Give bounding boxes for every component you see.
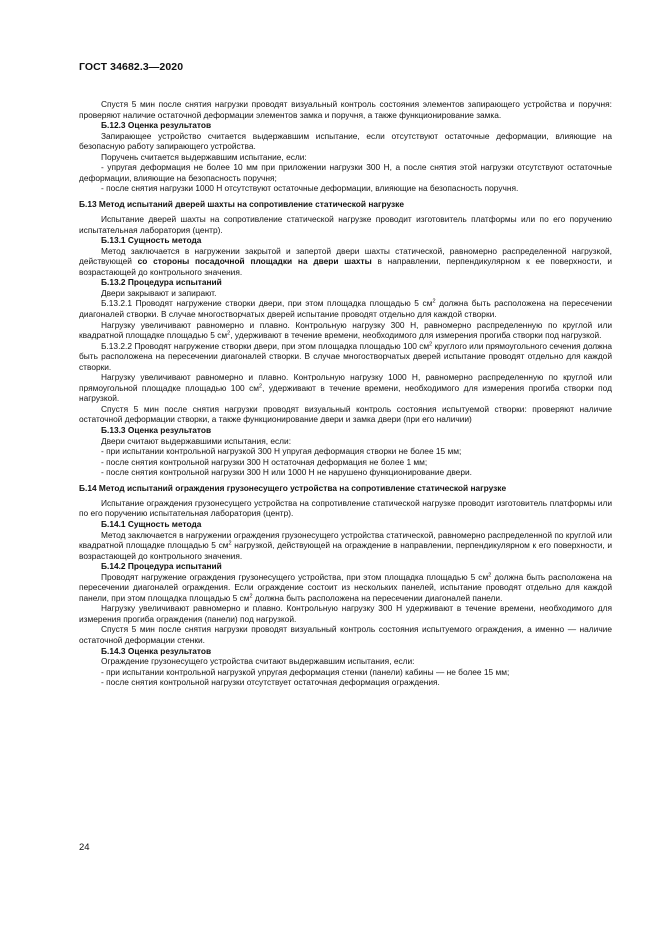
subsection-heading: Б.14.1 Сущность метода: [101, 518, 202, 529]
paragraph: Проводят нагружение ограждения грузонесущего устройства, при этом площадка площадью 5 $см^2$ должна быть расположена на пересечении диагоналей ограждения. Если ограждение состоит из нескольких панелей, испытание проводят отдельно для каждой панели, при этом площадка площадью 5 $см^2$ должна быть расположена на пересечении диагоналей панели.: [79, 571, 612, 603]
paragraph: Метод заключается в нагружении закрытой и запертой двери шахты статической, равномерно распределенной нагрузкой, действующей со стороны посадочной площадки на двери шахты в направлении, перпендикулярном к ее поверхности, и возрастающей до контрольного значения.: [79, 245, 612, 277]
paragraph: Двери считают выдержавшими испытания, если:: [101, 435, 292, 446]
paragraph: Двери закрывают и запирают.: [101, 287, 217, 298]
subsection-heading: Б.14.3 Оценка результатов: [101, 645, 212, 656]
emphasis-text: со стороны посадочной площадки на двери шахты: [137, 256, 372, 267]
subsection-heading: Б.13.2 Процедура испытаний: [101, 277, 222, 288]
list-item: - после снятия контрольной нагрузки отсутствует остаточная деформация ограждения.: [101, 677, 440, 688]
list-item: - при испытании контрольной нагрузкой 300 Н упругая деформация створки не более 15 мм;: [101, 446, 462, 457]
paragraph: Испытание ограждения грузонесущего устройства на сопротивление статической нагрузке проводит изготовитель платформы или по его поручению испытательная лаборатория (центр).: [79, 497, 612, 519]
subsection-heading: Б.14.2 Процедура испытаний: [101, 561, 222, 572]
paragraph: Нагрузку увеличивают равномерно и плавно. Контрольную нагрузку 1000 Н, равномерно распределенную по круглой или прямоугольной площадке площадью 100 $см^2$, удерживают в течение времени, необходимого для измерения прогиба створки под нагрузкой.: [79, 372, 612, 404]
section-heading: Б.13 Метод испытаний дверей шахты на сопротивление статической нагрузке: [79, 198, 404, 209]
document-header: ГОСТ 34682.3—2020: [79, 61, 184, 73]
paragraph: Метод заключается в нагружении ограждения грузонесущего устройства статической, равномерно распределенной по круглой или квадратной площадке площадью 5 $см^2$ нагрузкой, действующей на ограждение в направлении, перпендикулярном к его поверхности, и возрастающей до контрольного значения.: [79, 529, 612, 561]
paragraph: Б.13.2.1 Проводят нагружение створки двери, при этом площадка площадью 5 $см^2$ должна быть расположена на пересечении диагоналей створки. В случае многостворчатых дверей испытание проводят отдельно для каждой створки.: [79, 298, 612, 319]
list-item: - после снятия контрольной нагрузки 300 Н или 1000 Н не нарушено функционирование двери.: [101, 467, 472, 478]
paragraph: Б.13.2.2 Проводят нагружение створки двери, при этом площадка площадью 100 $см^2$ круглого или прямоугольного сечения должна быть расположена на пересечении диагоналей створки. В случае многостворчатых дверей испытание проводят отдельно для каждой створки.: [79, 340, 612, 372]
paragraph: Испытание дверей шахты на сопротивление статической нагрузке проводит изготовитель платформы или по его поручению испытательная лаборатория (центр).: [79, 214, 612, 235]
section-heading: Б.14 Метод испытаний ограждения грузонесущего устройства на сопротивление статической нагрузке: [79, 482, 507, 493]
paragraph: Поручень считается выдержавшим испытание, если:: [101, 151, 307, 162]
list-item: - после снятия нагрузки 1000 Н отсутствуют остаточные деформации, влияющие на безопасность поручня.: [101, 183, 519, 194]
paragraph: Спустя 5 мин после снятия нагрузки проводят визуальный контроль состояния испытуемого ограждения, а именно — наличие остаточной деформации стенки.: [79, 624, 612, 645]
list-item: - при испытании контрольной нагрузкой упругая деформация стенки (панели) кабины — не более 15 мм;: [101, 666, 510, 677]
document-body: [79, 99, 612, 688]
paragraph: Нагрузку увеличивают равномерно и плавно. Контрольную нагрузку 300 Н удерживают в течение времени, необходимого для измерения прогиба ограждения (панели) под нагрузкой.: [79, 603, 612, 624]
subsection-heading: Б.12.3 Оценка результатов: [101, 120, 212, 131]
paragraph: Ограждение грузонесущего устройства считают выдержавшим испытания, если:: [101, 656, 415, 667]
paragraph: Нагрузку увеличивают равномерно и плавно. Контрольную нагрузку 300 Н, равномерно распределенную по круглой или квадратной площадке площадью 5 $см^2$, удерживают в течение времени, необходимого для измерения прогиба створки под нагрузкой.: [79, 319, 612, 341]
paragraph: Запирающее устройство считается выдержавшим испытание, если отсутствуют остаточные деформации, влияющие на безопасную работу запирающего устройства.: [79, 130, 612, 152]
list-item: - после снятия контрольной нагрузки 300 Н остаточная деформация не более 1 мм;: [101, 456, 428, 467]
paragraph: Спустя 5 мин после снятия нагрузки проводят визуальный контроль состояния испытуемой створки: проверяют наличие остаточной деформации створки, а также функционирование двери и замка двери (при его наличии): [79, 403, 612, 425]
paragraph: Спустя 5 мин после снятия нагрузки проводят визуальный контроль состояния элементов запирающего устройства и поручня: проверяют наличие остаточной деформации элементов замка и поручня, а также функционирование замка.: [79, 99, 612, 120]
page-number: 24: [79, 842, 90, 853]
subsection-heading: Б.13.3 Оценка результатов: [101, 425, 212, 435]
list-item: - упругая деформация не более 10 мм при приложении нагрузки 300 Н, а после снятия этой нагрузки отсутствуют остаточные деформации, влияющие на безопасность поручня;: [79, 162, 612, 183]
subsection-heading: Б.13.1 Сущность метода: [101, 235, 202, 246]
